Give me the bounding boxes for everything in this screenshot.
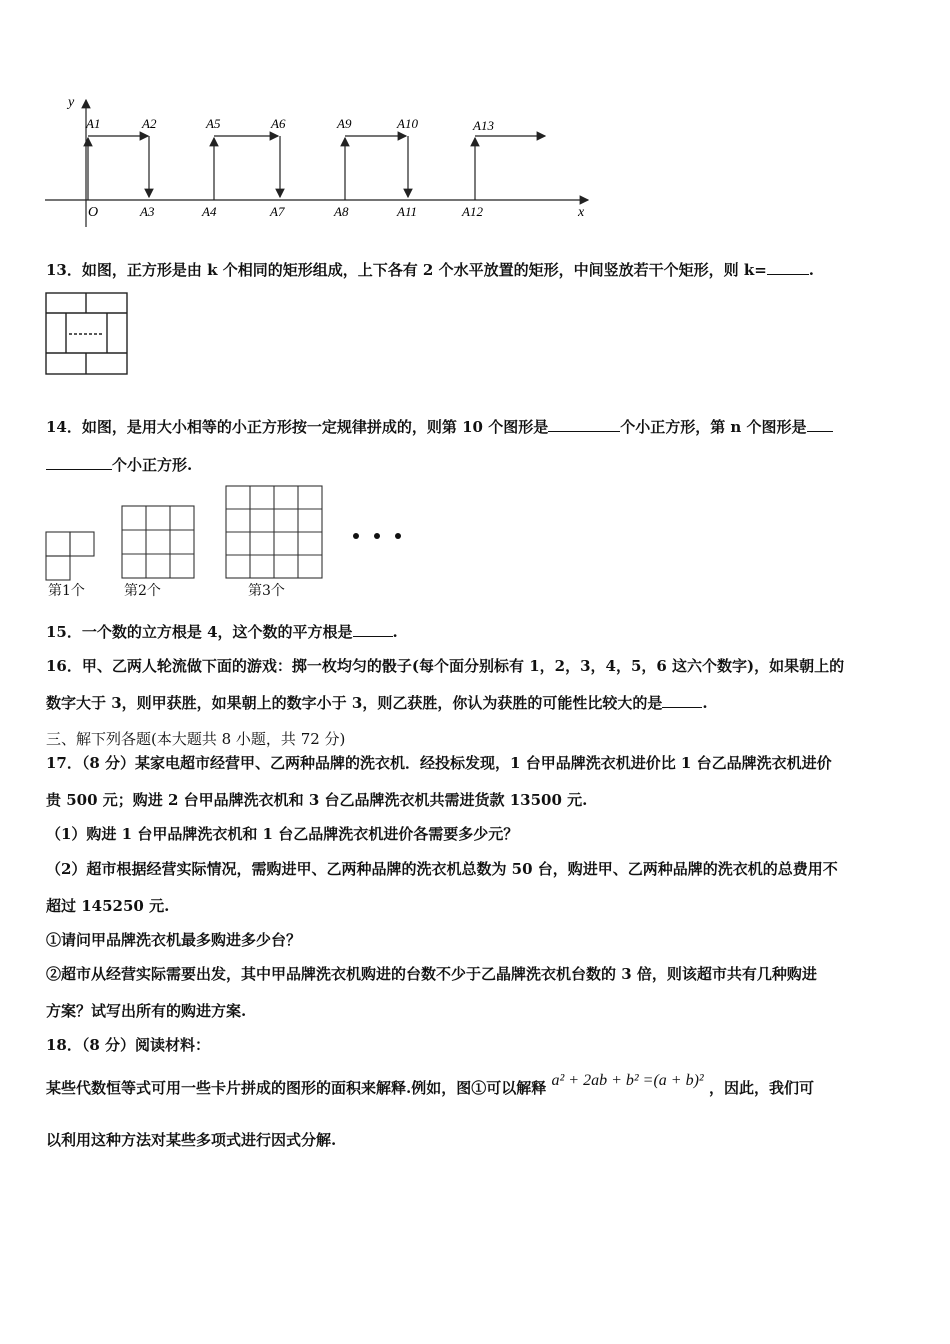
question-17-sub-2-line-2: 方案？试写出所有的购进方案.: [46, 1002, 247, 1020]
point-label-a6: A6: [271, 116, 286, 131]
answer-blank: [807, 417, 833, 432]
question-17-sub-2-line-1: ②超市从经营实际需要出发，其中甲品牌洗衣机购进的台数不少于乙晶牌洗衣机台数的 3 倍，则该超市共有几种购进: [46, 965, 817, 983]
question-14-line-2: 个小正方形.: [46, 455, 192, 475]
question-14-line-1: 14．如图，是用大小相等的小正方形按一定规律拼成的，则第 10 个图形是 个小正方形，第 n 个图形是: [46, 417, 833, 437]
point-label-a4: A4: [202, 204, 217, 219]
x-axis-label: x: [578, 205, 585, 220]
pattern-1-caption: 第1个: [48, 583, 85, 599]
question-16-line-1: 16．甲、乙两人轮流做下面的游戏：掷一枚均匀的骰子(每个面分别标有 1，2，3，4，5，6 这六个数字)，如果朝上的: [46, 657, 845, 675]
point-label-a2: A2: [142, 116, 157, 131]
section-3-title: 三、解下列各题(本大题共 8 小题，共 72 分): [46, 730, 346, 748]
question-18-line-2: 某些代数恒等式可用一些卡片拼成的图形的面积来解释.例如，图①可以解释 a² + 2ab + b² =(a + b)² ，因此，我们可: [46, 1072, 814, 1097]
answer-blank: [548, 417, 620, 432]
point-label-a5: A5: [206, 116, 221, 131]
question-16-line-2: 数字大于 3，则甲获胜，如果朝上的数字小于 3，则乙获胜，你认为获胜的可能性比较大的是 .: [46, 694, 708, 712]
pattern-3-caption: 第3个: [248, 583, 285, 599]
point-label-a1: A1: [86, 116, 101, 131]
question-18-line-3: 以利用这种方法对某些多项式进行因式分解.: [46, 1131, 337, 1149]
point-label-a13: A13: [473, 118, 494, 133]
question-17-part-2-line-2: 超过 145250 元.: [46, 897, 170, 915]
question-17-part-2-line-1: （2）超市根据经营实际情况，需购进甲、乙两种品牌的洗衣机总数为 50 台，购进甲、乙两种品牌的洗衣机的总费用不: [46, 860, 838, 878]
question-18-line-1: 18．（8 分）阅读材料：: [46, 1036, 211, 1054]
question-17-line-2: 贵 500 元；购进 2 台甲品牌洗衣机和 3 台乙品牌洗衣机共需进货款 13500 元.: [46, 791, 588, 809]
point-label-a8: A8: [334, 204, 349, 219]
figure-13-rectangle-square: [45, 292, 129, 376]
point-label-a7: A7: [270, 204, 285, 219]
answer-blank: [662, 693, 702, 708]
question-13-text: 13．如图，正方形是由 k 个相同的矩形组成，上下各有 2 个水平放置的矩形，中间竖放若干个矩形，则 k=: [46, 261, 767, 279]
figure-12-path-diagram: [40, 92, 600, 232]
identity-formula: a² + 2ab + b² =(a + b)²: [551, 1072, 704, 1089]
question-17-part-1: （1）购进 1 台甲品牌洗衣机和 1 台乙品牌洗衣机进价各需要多少元？: [46, 825, 519, 843]
pattern-2-caption: 第2个: [124, 583, 161, 599]
figure-14-square-patterns: [42, 482, 422, 582]
point-label-a9: A9: [337, 116, 352, 131]
answer-blank: [353, 622, 393, 637]
question-15: 15．一个数的立方根是 4，这个数的平方根是 .: [46, 623, 398, 641]
point-label-a10: A10: [397, 116, 418, 131]
point-label-a12: A12: [462, 204, 483, 219]
question-13: 13．如图，正方形是由 k 个相同的矩形组成，上下各有 2 个水平放置的矩形，中间竖放若干个矩形，则 k= .: [46, 261, 815, 279]
answer-blank: [46, 455, 112, 470]
answer-blank: [767, 260, 809, 275]
question-17-line-1: 17．（8 分）某家电超市经营甲、乙两种品牌的洗衣机．经投标发现，1 台甲品牌洗衣机进价比 1 台乙品牌洗衣机进价: [46, 754, 832, 772]
y-axis-label: y: [68, 95, 75, 110]
point-label-a3: A3: [140, 204, 155, 219]
origin-label: O: [88, 205, 99, 220]
point-label-a11: A11: [397, 204, 417, 219]
question-17-sub-1: ①请问甲品牌洗衣机最多购进多少台？: [46, 931, 302, 949]
